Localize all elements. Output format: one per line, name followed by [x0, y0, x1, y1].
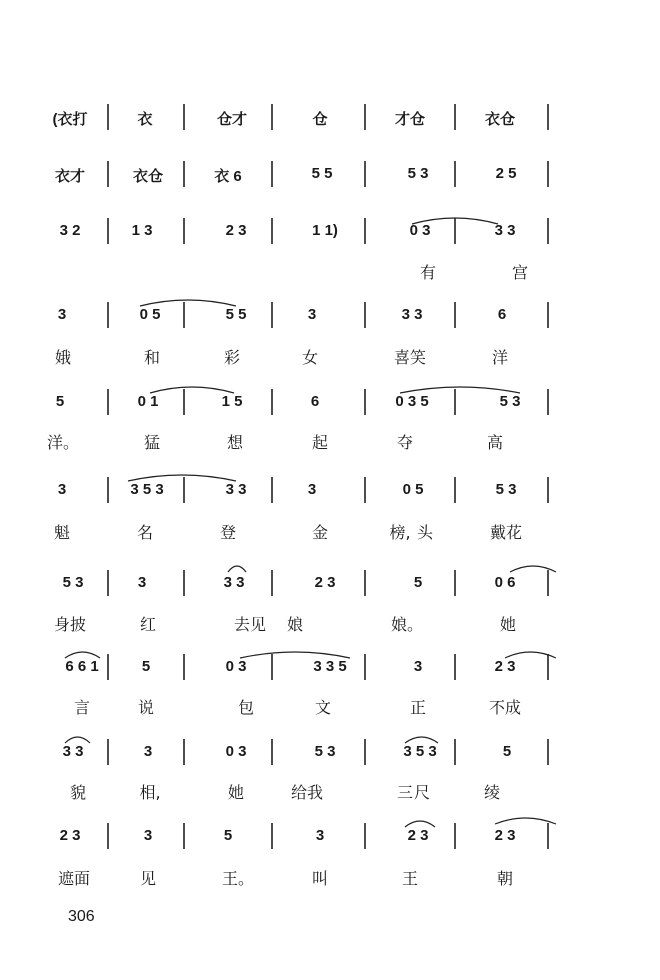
note-group: 3 — [137, 574, 147, 591]
lyric: 魁 — [53, 523, 71, 542]
lyric: 夺 — [396, 433, 414, 452]
note-group: 1 5 — [221, 393, 243, 410]
note-group: 0 3 — [225, 658, 247, 675]
note-group: 0 5 — [139, 306, 161, 323]
note-group: 3 — [57, 481, 67, 498]
lyric: 想 — [226, 433, 244, 452]
lyric: 女 — [301, 348, 319, 367]
lyric: 喜笑 — [393, 348, 427, 367]
note-group: 衣仓 — [132, 168, 164, 185]
slur — [495, 818, 556, 824]
lyric: 不成 — [488, 698, 522, 717]
lyric: 遮面 — [57, 869, 91, 888]
note-group: 5 3 — [495, 481, 517, 498]
lyric: 娘 — [286, 615, 304, 634]
lyric: 身披 — [53, 615, 87, 634]
note-group: 3 3 — [223, 574, 245, 591]
note-group: 0 3 — [225, 743, 247, 760]
note-group: 1 3 — [131, 222, 153, 239]
note-group: 6 6 1 — [65, 658, 99, 675]
note-group: 0 5 — [402, 481, 424, 498]
lyric: 叫 — [311, 869, 329, 888]
lyric: 正 — [409, 698, 427, 717]
note-group: 衣仓 — [484, 111, 516, 128]
lyric: 头 — [416, 523, 434, 542]
note-group: 衣 6 — [214, 168, 242, 185]
lyric: 绫 — [483, 783, 501, 802]
note-group: 5 — [141, 658, 151, 675]
note-group: 3 5 3 — [130, 481, 164, 498]
slur — [510, 566, 556, 572]
note-group: 3 — [143, 743, 153, 760]
note-group: 仓才 — [216, 111, 248, 128]
lyric: 包 — [237, 698, 255, 717]
lyric: 说 — [137, 698, 155, 717]
lyric: 她 — [227, 783, 245, 802]
note-group: 5 3 — [62, 574, 84, 591]
lyric: 尺 — [413, 783, 431, 802]
note-group: 0 3 — [409, 222, 431, 239]
note-group: 3 3 — [401, 306, 423, 323]
lyric: 王。 — [221, 869, 255, 888]
note-group: 5 — [413, 574, 423, 591]
lyric: 娘。 — [390, 615, 424, 634]
note-group: 5 — [223, 827, 233, 844]
lyric: 猛 — [143, 433, 161, 452]
lyric: 高 — [486, 433, 504, 452]
lyric: 金 — [311, 523, 329, 542]
note-group: 才仓 — [394, 111, 426, 128]
lyric: 红 — [139, 615, 157, 634]
note-group: 仓 — [312, 111, 328, 128]
note-group: 5 3 — [314, 743, 336, 760]
lyric: 名 — [136, 523, 154, 542]
lyric: 起 — [311, 433, 329, 452]
note-group: 0 3 5 — [395, 393, 429, 410]
lyric: 朝 — [496, 869, 514, 888]
lyric: 言 — [73, 698, 91, 717]
lyric: 和 — [143, 348, 161, 367]
note-group: 3 — [143, 827, 153, 844]
lyric: 戴花 — [489, 523, 523, 542]
note-group: 3 — [413, 658, 423, 675]
lyric: 她 — [499, 615, 517, 634]
note-group: 3 5 3 — [403, 743, 437, 760]
note-group: 1 1) — [312, 222, 338, 239]
slur — [228, 566, 246, 572]
note-group: 0 6 — [494, 574, 516, 591]
note-group: 衣才 — [54, 168, 86, 185]
note-group: 2 5 — [495, 165, 517, 182]
note-group: 2 3 — [407, 827, 429, 844]
note-group: 衣 — [137, 111, 153, 128]
lyric: 有 — [419, 263, 437, 282]
lyric: 见 — [139, 869, 157, 888]
note-group: 2 3 — [494, 827, 516, 844]
note-group: 5 5 — [225, 306, 247, 323]
lyric: 相, — [139, 783, 161, 802]
note-group: 0 1 — [137, 393, 159, 410]
lyric: 登 — [219, 523, 237, 542]
note-group: 3 — [307, 481, 317, 498]
lyric: 彩 — [223, 348, 241, 367]
note-group: 2 3 — [59, 827, 81, 844]
lyric: 三 — [396, 783, 414, 802]
lyric: 洋。 — [46, 433, 80, 452]
note-group: 2 3 — [314, 574, 336, 591]
note-group: 3 2 — [59, 222, 81, 239]
note-group: 5 3 — [499, 393, 521, 410]
note-group: 6 — [497, 306, 507, 323]
note-group: 5 — [502, 743, 512, 760]
lyric: 给我 — [290, 783, 324, 802]
note-group: 5 — [55, 393, 65, 410]
lyric: 洋 — [491, 348, 509, 367]
note-group: 3 3 5 — [313, 658, 347, 675]
note-group: 2 3 — [225, 222, 247, 239]
lyric: 宫 — [511, 263, 529, 282]
note-group: 5 3 — [407, 165, 429, 182]
lyric: 文 — [314, 698, 332, 717]
note-group: 3 — [57, 306, 67, 323]
lyric: 榜, — [389, 523, 411, 542]
note-group: 5 5 — [311, 165, 333, 182]
lyric: 去见 — [233, 615, 267, 634]
note-group: 6 — [310, 393, 320, 410]
lyric: 王 — [401, 869, 419, 888]
lyric: 娥 — [54, 348, 72, 367]
page-number: 306 — [68, 908, 95, 925]
note-group: 3 3 — [225, 481, 247, 498]
note-group: 3 — [307, 306, 317, 323]
lyric: 貌 — [69, 783, 87, 802]
note-group: (衣打 — [52, 111, 88, 128]
note-group: 3 3 — [62, 743, 84, 760]
note-group: 3 — [315, 827, 325, 844]
note-group: 2 3 — [494, 658, 516, 675]
note-group: 3 3 — [494, 222, 516, 239]
